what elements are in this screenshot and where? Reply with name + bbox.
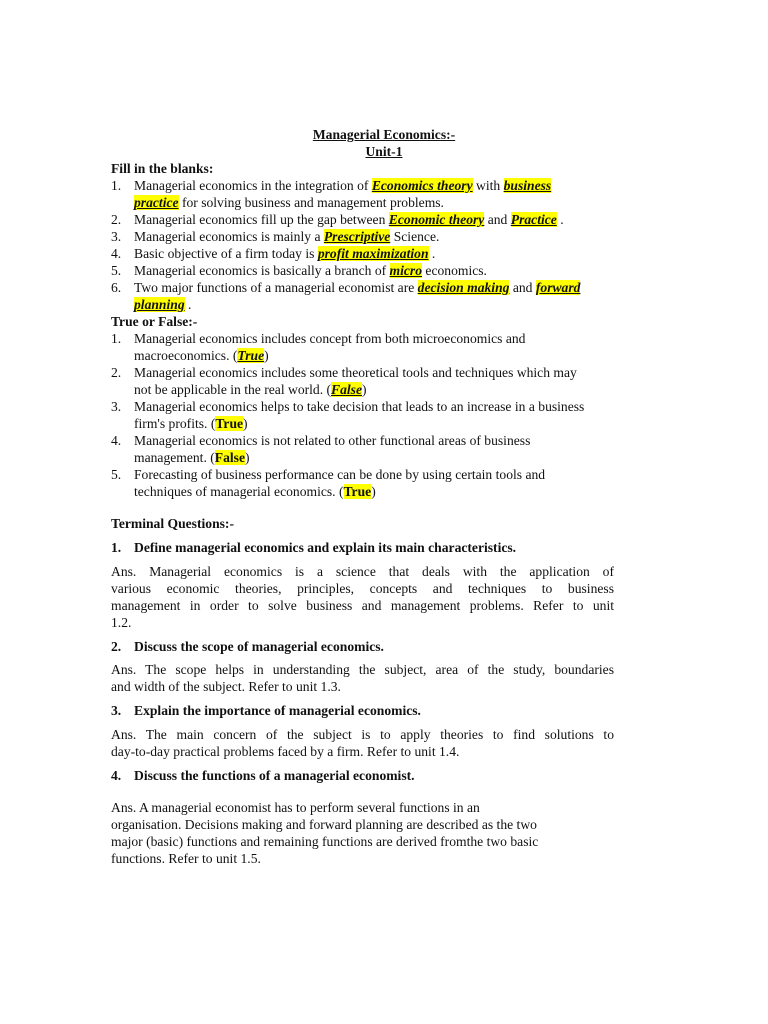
question-text: Define managerial economics and explain its main characteristics. <box>134 540 517 555</box>
answer-line: 1.2. <box>111 615 132 630</box>
answer-line: day-to-day practical problems faced by a firm. Refer to unit 1.4. <box>111 744 460 759</box>
question-number: 4. <box>111 768 122 783</box>
item-number: 1. <box>111 331 122 346</box>
item-text: Managerial economics helps to take decision that leads to an increase in a business <box>134 399 585 414</box>
document-subtitle: Unit-1 <box>365 144 403 159</box>
item-text: and <box>484 212 511 227</box>
answer-highlight: decision making <box>417 280 510 295</box>
item-text: Basic objective of a firm today is <box>134 246 318 261</box>
answer-highlight: micro <box>389 263 423 278</box>
item-text: . <box>556 212 564 227</box>
answer-line: Ans. A managerial economist has to perform several functions in an <box>111 800 480 815</box>
tf-item-2-cont <box>134 381 367 398</box>
answer-highlight: Prescriptive <box>323 229 391 244</box>
answer-line: Ans. The scope helps in understanding the subject, area of the study, boundaries <box>111 662 614 677</box>
answer-highlight: forward <box>535 280 581 295</box>
question-number: 1. <box>111 540 122 555</box>
answer-highlight: Economics theory <box>371 178 473 193</box>
item-text: ) <box>264 348 269 363</box>
terminal-heading: Terminal Questions:- <box>111 516 234 531</box>
answer-highlight: Economic theory <box>388 212 485 227</box>
item-text: . <box>428 246 436 261</box>
answer-line: Ans. The main concern of the subject is to apply theories to find solutions to <box>111 727 614 742</box>
item-text: not be applicable in the real world. ( <box>134 382 332 397</box>
answer-highlight: True <box>237 348 265 363</box>
item-text: for solving business and management problems. <box>178 195 444 210</box>
document-title: Managerial Economics:- <box>312 127 456 142</box>
answer-line: major (basic) functions and remaining functions are derived fromthe two basic <box>111 834 539 849</box>
answer-highlight: business <box>503 178 552 193</box>
answer-highlight: False <box>331 382 363 397</box>
answer-highlight: practice <box>134 195 179 210</box>
item-text: ) <box>244 450 250 465</box>
item-number: 2. <box>111 212 122 227</box>
item-text: Managerial economics includes some theoretical tools and techniques which may <box>134 365 577 380</box>
tf-item-1-cont <box>134 347 269 364</box>
item-text: Managerial economics is mainly a <box>134 229 324 244</box>
item-text: Science. <box>390 229 440 244</box>
item-text: Managerial economics is not related to other functional areas of business <box>134 433 531 448</box>
answer-highlight: True <box>343 484 372 499</box>
question-text: Discuss the scope of managerial economics. <box>134 639 384 654</box>
tf-item-4-cont <box>134 449 250 466</box>
item-text: Two major functions of a managerial economist are <box>134 280 418 295</box>
item-number: 4. <box>111 433 122 448</box>
fill-item-1-cont <box>134 194 444 211</box>
answer-highlight: Practice <box>510 212 557 227</box>
item-number: 2. <box>111 365 122 380</box>
item-number: 1. <box>111 178 122 193</box>
answer-line: and width of the subject. Refer to unit 1.3. <box>111 679 341 694</box>
answer-highlight: planning <box>134 297 185 312</box>
item-number: 6. <box>111 280 122 295</box>
answer-line: Ans. Managerial economics is a science that deals with the application of <box>111 564 614 579</box>
item-text: ) <box>362 382 367 397</box>
answer-highlight: True <box>215 416 244 431</box>
item-text: Forecasting of business performance can be done by using certain tools and <box>134 467 546 482</box>
item-number: 3. <box>111 229 122 244</box>
tf-item-3-cont <box>134 415 248 432</box>
answer-line: organisation. Decisions making and forward planning are described as the two <box>111 817 537 832</box>
item-text: Managerial economics fill up the gap between <box>134 212 389 227</box>
item-text: economics. <box>422 263 487 278</box>
answer-line: management in order to solve business and management problems. Refer to unit <box>111 598 614 613</box>
answer-line: functions. Refer to unit 1.5. <box>111 851 261 866</box>
item-number: 3. <box>111 399 122 414</box>
item-text: Managerial economics is basically a branch of <box>134 263 390 278</box>
item-text: ) <box>371 484 376 499</box>
answer-line: various economic theories, principles, concepts and techniques to business <box>111 581 614 596</box>
question-text: Discuss the functions of a managerial economist. <box>134 768 415 783</box>
item-text: firm's profits. ( <box>134 416 216 431</box>
item-number: 5. <box>111 467 122 482</box>
question-number: 3. <box>111 703 122 718</box>
question-text: Explain the importance of managerial economics. <box>134 703 421 718</box>
item-number: 5. <box>111 263 122 278</box>
item-text: and <box>509 280 536 295</box>
true-false-heading: True or False:- <box>111 314 198 329</box>
tf-item-5-cont <box>134 483 376 500</box>
answer-highlight: False <box>214 450 245 465</box>
item-text: with <box>472 178 504 193</box>
item-text: Managerial economics in the integration of <box>134 178 372 193</box>
item-text: ) <box>243 416 248 431</box>
question-number: 2. <box>111 639 122 654</box>
fill-blanks-heading: Fill in the blanks: <box>111 161 214 176</box>
item-text: . <box>184 297 192 312</box>
item-text: management. ( <box>134 450 215 465</box>
answer-highlight: profit maximization <box>317 246 429 261</box>
item-text: techniques of managerial economics. ( <box>134 484 344 499</box>
item-number: 4. <box>111 246 122 261</box>
item-text: Managerial economics includes concept from both microeconomics and <box>134 331 526 346</box>
fill-item-6-cont <box>134 296 191 313</box>
item-text: macroeconomics. ( <box>134 348 238 363</box>
